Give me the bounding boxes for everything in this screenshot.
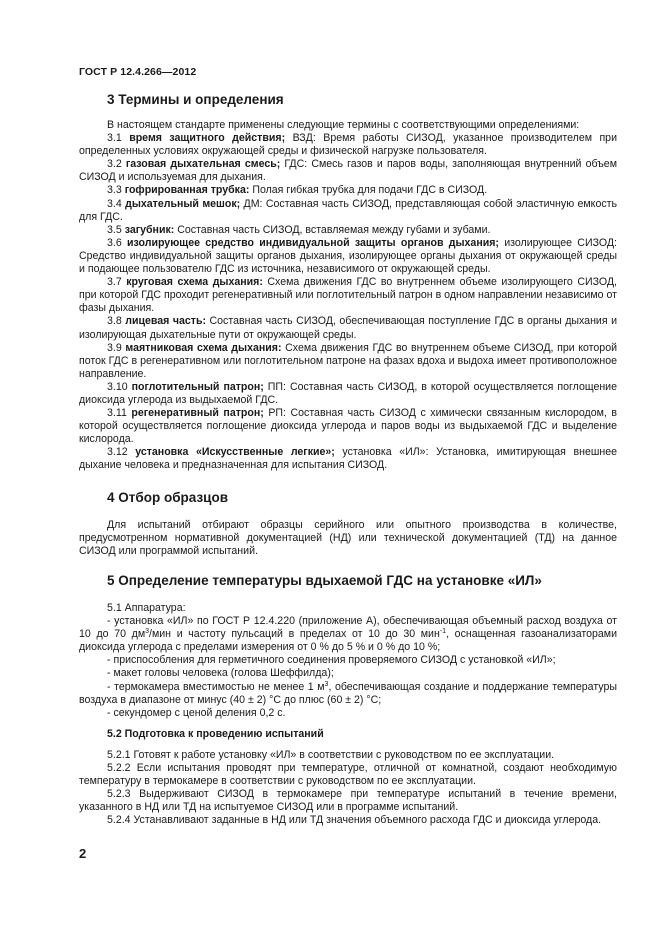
section-3-intro: В настоящем стандарте применены следующие термины с соответствующими определениями: xyxy=(107,119,580,131)
section-4-body xyxy=(79,519,617,558)
term-name: гофрированная трубка: xyxy=(124,184,250,197)
terms-list xyxy=(79,132,617,472)
term-item: 3.9 маятниковая схема дыхания: Схема движения ГДС во внутреннем объеме СИЗОД, при которой поток ГДС в регенеративном или поглотительном патроне на фазах вдоха и выдоха имеет противоположное направление. xyxy=(79,341,618,380)
term-definition: ГДС: Смесь газов и паров воды, заполняющая внутренний объем СИЗОД и используемая для дыхания. xyxy=(79,158,617,184)
term-definition: Составная часть СИЗОД, вставляемая между губами и зубами. xyxy=(174,223,491,236)
equipment-item-4: - термокамера вместимостью не менее 1 $м^3$, обеспечивающая создание и поддержание температуры воздуха в диапазоне от минус (40 ± 2) °С до плюс (60 ± 2) °С; xyxy=(79,680,617,706)
clause-5-2-heading: 5.2 Подготовка к проведению испытаний xyxy=(107,727,324,740)
term-name: загубник: xyxy=(124,223,175,236)
term-definition: РП: Составная часть СИЗОД с химически связанным кислородом, в которой осуществляется поглощение диоксида углерода и паров воды из выдыхаемой ГДС и выделение кислорода. xyxy=(79,407,617,446)
section-3-title: 3 Термины и определения xyxy=(107,92,284,107)
term-name: время защитного действия; xyxy=(129,132,286,145)
section-4-text: Для испытаний отбирают образцы серийного или опытного производства в количестве, предусмотренном нормативной документацией (НД) или технической документацией (ТД) на данное СИЗОД или программой испытаний. xyxy=(79,519,617,558)
equipment-item-3: - макет головы человека (голова Шеффилда); xyxy=(107,667,334,680)
document-header: ГОСТ Р 12.4.266—2012 xyxy=(79,66,197,78)
term-item: 3.4 дыхательный мешок; ДМ: Составная часть СИЗОД, представляющая собой эластичную емкость для ГДС. xyxy=(79,197,618,223)
term-definition: установка «ИЛ»: Установка, имитирующая внешнее дыхание человека и предназначенная для испытания СИЗОД. xyxy=(79,446,617,472)
term-definition: ДМ: Составная часть СИЗОД, представляющая собой эластичную емкость для ГДС. xyxy=(79,197,618,223)
term-item: 3.6 изолирующее средство индивидуальной защиты органов дыхания; изолирующее СИЗОД: Средство индивидуальной защиты органов дыхания, изолирующее органы дыхания от окружающей среды и подающее пользователю ГДС из источника, независимого от окружающей среды. xyxy=(79,236,617,276)
term-name: установка «Искусственные легкие»; xyxy=(135,446,335,459)
term-name: газовая дыхательная смесь; xyxy=(125,158,281,171)
clause-5-2-1: 5.2.1 Готовят к работе установку «ИЛ» в соответствии с руководством по ее эксплуатации. xyxy=(107,748,555,761)
term-definition: Составная часть СИЗОД, обеспечивающая поступление ГДС в органы дыхания и изолирующая дыхательные пути от окружающей среды. xyxy=(79,315,618,341)
term-name: изолирующее средство индивидуальной защиты органов дыхания; xyxy=(127,236,499,249)
section-4-title: 4 Отбор образцов xyxy=(107,490,229,505)
term-item: 3.3 гофрированная трубка: Полая гибкая трубка для подачи ГДС в СИЗОД. xyxy=(107,184,488,197)
term-item: 3.7 круговая схема дыхания: Схема движения ГДС во внутреннем объеме изолирующего СИЗОД, при которой ГДС проходит регенеративный или поглотительный патрон в одном направлении независимо от фазы дыхания. xyxy=(79,276,617,315)
term-name: дыхательный мешок; xyxy=(125,197,241,210)
equipment-item-2: - приспособления для герметичного соединения проверяемого СИЗОД с установкой «ИЛ»; xyxy=(107,654,556,667)
term-definition: ВЗД: Время работы СИЗОД, указанное производителем при определенных условиях окружающей среды и физической нагрузке пользователя. xyxy=(79,132,617,158)
term-item: 3.10 поглотительный патрон; ПП: Составная часть СИЗОД, в которой осуществляется поглощение диоксида углерода из выдыхаемой ГДС. xyxy=(79,380,617,406)
term-item: 3.2 газовая дыхательная смесь; ГДС: Смесь газов и паров воды, заполняющая внутренний объем СИЗОД и используемая для дыхания. xyxy=(79,158,617,184)
term-item: 3.1 время защитного действия; ВЗД: Время работы СИЗОД, указанное производителем при определенных условиях окружающей среды и физической нагрузке пользователя. xyxy=(79,132,617,158)
term-item: 3.5 загубник: Составная часть СИЗОД, вставляемая между губами и зубами. xyxy=(107,223,491,236)
page-number: 2 xyxy=(79,846,87,861)
term-name: регенеративный патрон; xyxy=(131,407,264,420)
clause-5-2-4: 5.2.4 Устанавливают заданные в НД или ТД значения объемного расхода ГДС и диоксида углерода. xyxy=(107,814,602,827)
section-5-body xyxy=(79,602,617,828)
equipment-item-1: - установка «ИЛ» по ГОСТ Р 12.4.220 (приложение А), обеспечивающая объемный расход воздуха от 10 до 70 $дм^3$/мин и частоту пульсаций в пределах от 10 до 30 мин$^{-1}$, оснащенная газоанализаторами диоксида углерода с пределами измерения от 0 % до 5 % и 0 % до 10 %; xyxy=(79,615,617,654)
term-item: 3.8 лицевая часть: Составная часть СИЗОД, обеспечивающая поступление ГДС в органы дыхания и изолирующая дыхательные пути от окружающей среды. xyxy=(79,315,618,341)
section-5-title: 5 Определение температуры вдыхаемой ГДС на установке «ИЛ» xyxy=(107,573,542,588)
term-item: 3.11 регенеративный патрон; РП: Составная часть СИЗОД с химически связанным кислородом, в которой осуществляется поглощение диоксида углерода и паров воды из выдыхаемой ГДС и выделение кислорода. xyxy=(79,407,617,446)
term-name: маятниковая схема дыхания: xyxy=(125,341,282,354)
term-item: 3.12 установка «Искусственные легкие»; установка «ИЛ»: Установка, имитирующая внешнее дыхание человека и предназначенная для испытания СИЗОД. xyxy=(79,446,617,472)
clause-5-2-3: 5.2.3 Выдерживают СИЗОД в термокамере при температуре испытаний в течение времени, указанного в НД или ТД на испытуемое СИЗОД или в программе испытаний. xyxy=(79,788,617,814)
clause-5-1: 5.1 Аппаратура: xyxy=(107,602,186,614)
term-definition: изолирующее СИЗОД: Средство индивидуальной защиты органов дыхания, изолирующее органы дыхания от окружающей среды и подающее пользователю ГДС из источника, независимого от окружающей среды. xyxy=(79,236,617,276)
clause-5-2-2: 5.2.2 Если испытания проводят при температуре, отличной от комнатной, создают необходимую температуру в термокамере в соответствии с руководством по ее эксплуатации. xyxy=(79,762,617,788)
term-definition: Схема движения ГДС во внутреннем объеме СИЗОД, при которой поток ГДС в регенеративном или поглотительном патроне на фазах вдоха и выдоха имеет противоположное направление. xyxy=(79,341,618,380)
term-name: поглотительный патрон; xyxy=(131,380,264,393)
term-definition: ПП: Составная часть СИЗОД, в которой осуществляется поглощение диоксида углерода из выдыхаемой ГДС. xyxy=(79,380,617,406)
equipment-item-5: - секундомер с ценой деления 0,2 с. xyxy=(107,706,286,719)
term-definition: Схема движения ГДС во внутреннем объеме изолирующего СИЗОД, при которой ГДС проходит регенеративный или поглотительный патрон в одном направлении независимо от фазы дыхания. xyxy=(79,276,617,315)
term-name: лицевая часть: xyxy=(125,315,207,328)
term-definition: Полая гибкая трубка для подачи ГДС в СИЗОД. xyxy=(249,184,488,197)
term-name: круговая схема дыхания: xyxy=(126,276,263,289)
section-3-body xyxy=(79,119,617,473)
